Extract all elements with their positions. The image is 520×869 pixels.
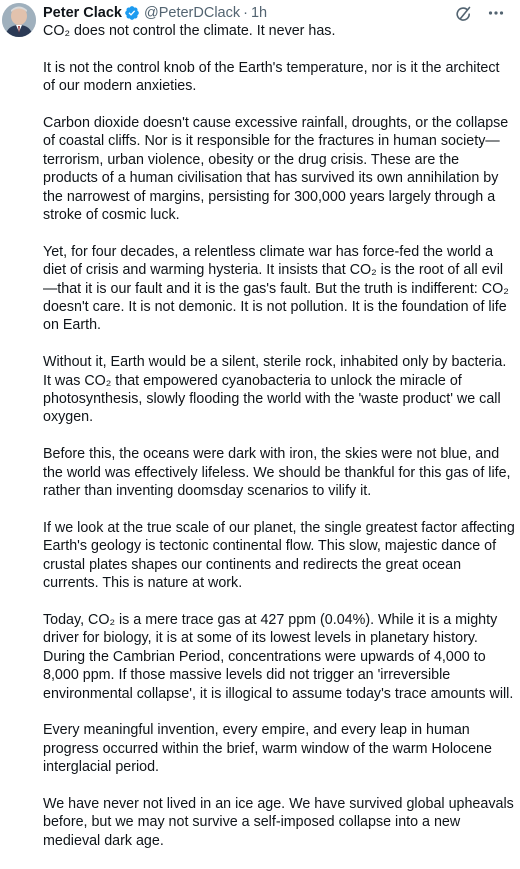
tweet-paragraph: Without it, Earth would be a silent, sterile rock, inhabited only by bacteria. It was CO₂ that empowered cyanobacteria to unlock the miracle of photosynthesis, slowly flooding the world with the 'waste product' we call oxygen. bbox=[43, 354, 507, 426]
tweet-paragraph: CO₂ does not control the climate. It never has. bbox=[43, 23, 336, 39]
author-name[interactable]: Peter Clack bbox=[43, 5, 122, 21]
tweet-paragraph: Before this, the oceans were dark with iron, the skies were not blue, and the world was effectively lifeless. We should be thankful for this gas of life, rather than inventing doomsday scenarios to vilify it. bbox=[43, 446, 511, 500]
separator-dot: · bbox=[243, 5, 248, 21]
verified-badge-icon[interactable] bbox=[124, 5, 140, 21]
tweet-paragraph: If we look at the true scale of our planet, the single greatest factor affecting Earth's geology is tectonic continental flow. This slow, majestic dance of crustal plates shapes our continents and redirects the great ocean currents. This is nature at work. bbox=[43, 519, 515, 592]
tweet-paragraph: Every meaningful invention, every empire, and every leap in human progress occurred within the brief, warm window of the warm Holocene interglacial period. bbox=[43, 722, 492, 776]
tweet-paragraph: Today, CO₂ is a mere trace gas at 427 ppm (0.04%). While it is a mighty driver for biology, it is at some of its lowest levels in planetary history. During the Cambrian Period, concentrations were upwards of 4,000 to 8,000 ppm. If those massive levels did not trigger an 'irreversible environmental collapse', it is illogical to assume today's trace amounts will. bbox=[43, 611, 514, 702]
author-handle[interactable]: @PeterDClack bbox=[144, 5, 241, 21]
more-options-icon[interactable] bbox=[486, 3, 506, 23]
timestamp[interactable]: 1h bbox=[250, 5, 268, 21]
avatar[interactable] bbox=[2, 3, 36, 37]
avatar-photo bbox=[2, 3, 36, 37]
tweet-paragraph: Yet, for four decades, a relentless climate war has force-fed the world a diet of crisis and warming hysteria. It insists that CO₂ is the root of all evil—that it is our fault and it is the gas's fault. But the truth is indifferent: CO₂ doesn't care. It is not demonic. It is not pollution. It is the foundation of life on Earth. bbox=[43, 243, 509, 334]
tweet-text bbox=[43, 22, 515, 869]
grok-icon[interactable] bbox=[454, 3, 474, 23]
tweet-paragraph: Carbon dioxide doesn't cause excessive rainfall, droughts, or the collapse of coastal cliffs. Nor is it responsible for the fractures in human society—terrorism, urban violence, obesity or the drug crisis. These are the products of a human civilisation that has survived its own annihilation by the narrowest of margins, persisting for 300,000 years largely through a stroke of cosmic luck. bbox=[43, 115, 509, 224]
tweet-paragraph: It is not the control knob of the Earth's temperature, nor is it the architect of our modern anxieties. bbox=[43, 59, 500, 95]
tweet-paragraph: We have never not lived in an ice age. We have survived global upheavals before, but we may not survive a self-imposed collapse into a new medieval dark age. bbox=[43, 795, 514, 849]
tweet-header bbox=[43, 4, 267, 22]
tweet-actions bbox=[454, 3, 506, 23]
